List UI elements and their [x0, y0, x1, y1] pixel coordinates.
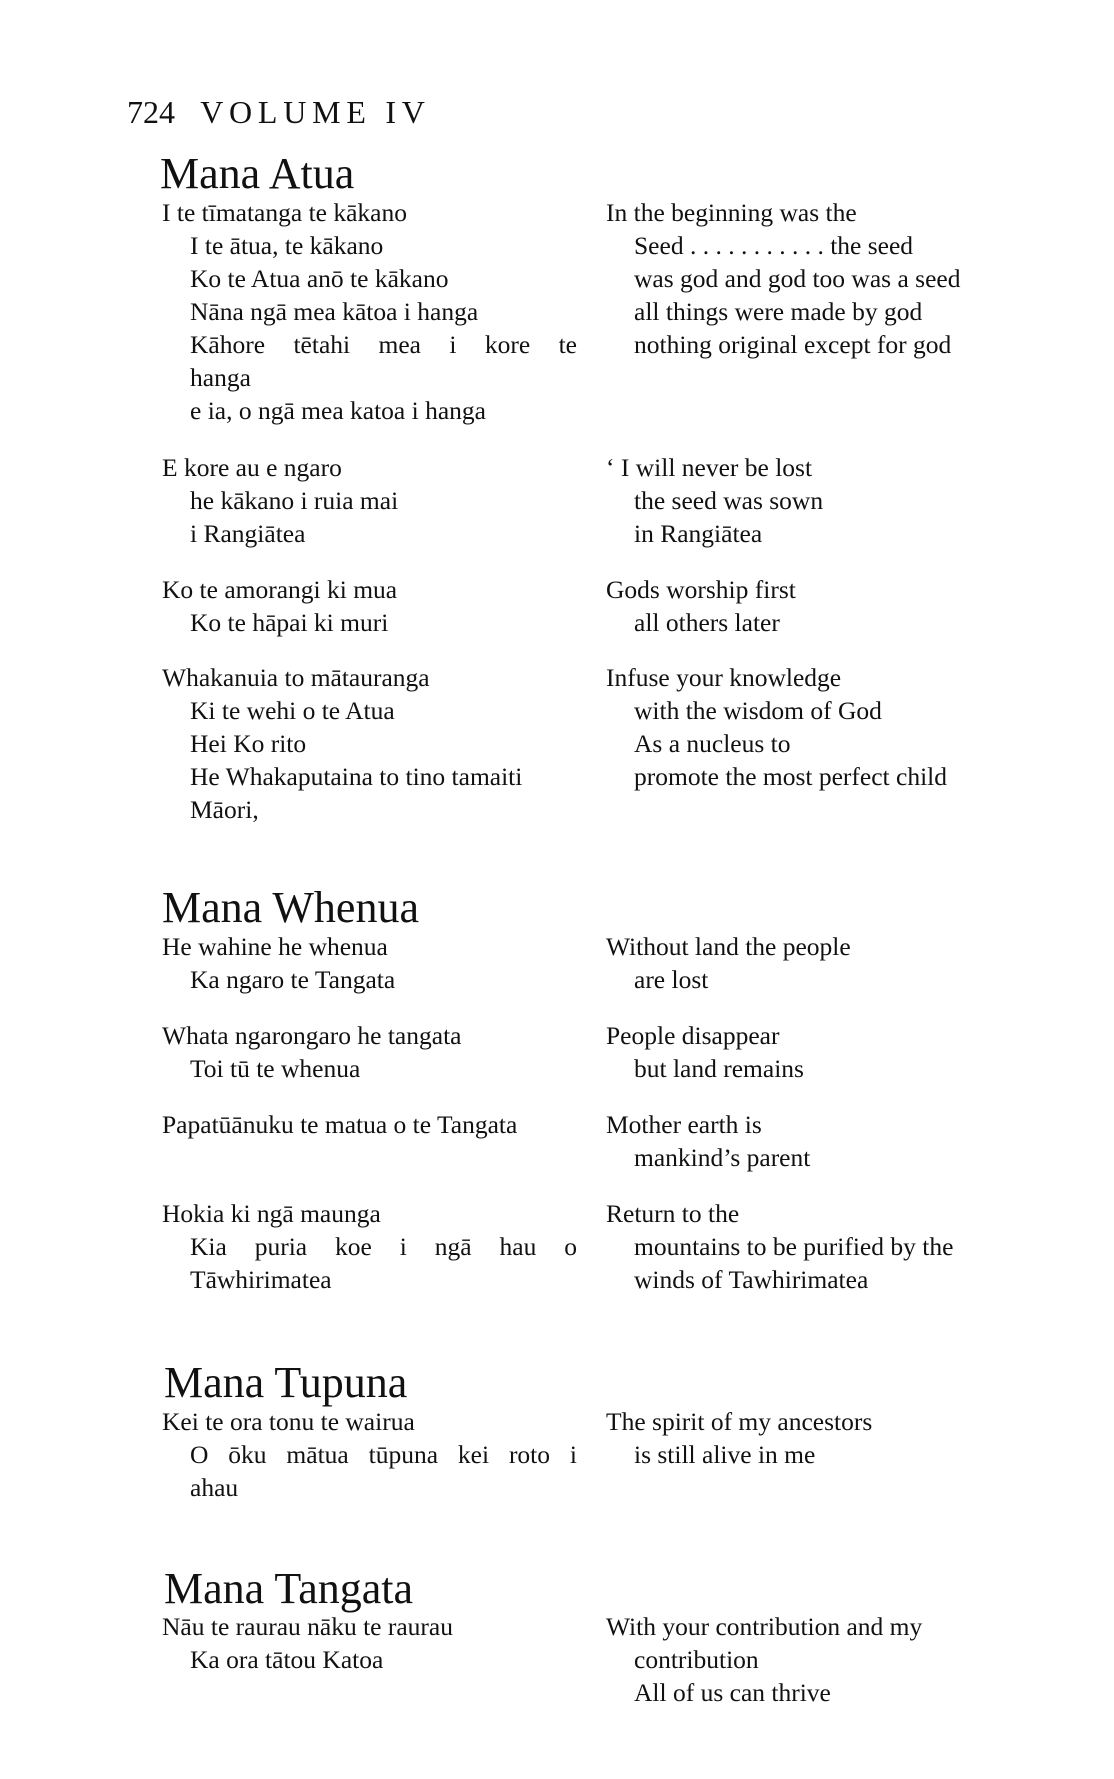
verse-line: all things were made by god: [634, 297, 923, 326]
section-title-mana-tangata: Mana Tangata: [164, 1564, 414, 1613]
verse-line: With your contribution and my: [606, 1612, 923, 1641]
stanza-maori: [162, 1197, 577, 1296]
verse-line: He Whakaputaina to tino tamaiti: [190, 762, 523, 791]
verse-line: Ka ngaro te Tangata: [190, 965, 396, 994]
verse-line: Ko te amorangi ki mua: [162, 575, 398, 604]
stanza-english: [606, 573, 1026, 639]
stanza-maori: [162, 451, 577, 550]
stanza-english: [606, 661, 1026, 793]
verse-line: Infuse your knowledge: [606, 663, 842, 692]
verse-line: he kākano i ruia mai: [190, 486, 399, 515]
verse-line: Gods worship first: [606, 575, 796, 604]
verse-line: Ki te wehi o te Atua: [190, 696, 395, 725]
verse-line: O ōku mātua tūpuna kei roto i: [190, 1440, 577, 1469]
verse-line: I te ātua, te kākano: [190, 231, 384, 260]
verse-line: mankind’s parent: [634, 1143, 811, 1172]
verse-line: Ka ora tātou Katoa: [190, 1645, 384, 1674]
verse-line: Hei Ko rito: [190, 729, 307, 758]
verse-line: As a nucleus to: [634, 729, 791, 758]
section-title-mana-tupuna: Mana Tupuna: [164, 1358, 408, 1407]
stanza-english: [606, 451, 1026, 550]
verse-line: All of us can thrive: [634, 1678, 831, 1707]
verse-line: contribution: [634, 1645, 759, 1674]
page-number: 724: [127, 94, 175, 130]
verse-line: ‘ I will never be lost: [606, 453, 813, 482]
volume-label: VOLUME IV: [200, 94, 431, 130]
stanza-english: [606, 1197, 1026, 1296]
verse-line: ahau: [190, 1473, 239, 1502]
verse-line: Whata ngarongaro he tangata: [162, 1021, 462, 1050]
running-head: [127, 94, 431, 131]
stanza-english: [606, 196, 1026, 361]
verse-line: but land remains: [634, 1054, 804, 1083]
verse-line: is still alive in me: [634, 1440, 816, 1469]
verse-line: Whakanuia to mātauranga: [162, 663, 430, 692]
verse-line: i Rangiātea: [190, 519, 306, 548]
verse-line: promote the most perfect child: [634, 762, 947, 791]
stanza-maori: [162, 930, 577, 996]
stanza-maori: [162, 661, 577, 826]
verse-line: Māori,: [190, 795, 259, 824]
verse-line: Hokia ki ngā maunga: [162, 1199, 381, 1228]
verse-line: He wahine he whenua: [162, 932, 388, 961]
verse-line: Ko te Atua anō te kākano: [190, 264, 449, 293]
verse-line: In the beginning was the: [606, 198, 857, 227]
verse-line: The spirit of my ancestors: [606, 1407, 873, 1436]
stanza-english: [606, 1405, 1026, 1471]
verse-line: Kia puria koe i ngā hau o: [190, 1232, 577, 1261]
stanza-english: [606, 1108, 1026, 1174]
section-title-mana-whenua: Mana Whenua: [162, 883, 419, 932]
verse-line: Tāwhirimatea: [190, 1265, 332, 1294]
verse-line: with the wisdom of God: [634, 696, 882, 725]
verse-line: Papatūānuku te matua o te Tangata: [162, 1110, 518, 1139]
verse-line: Kei te ora tonu te wairua: [162, 1407, 415, 1436]
verse-line: hanga: [190, 363, 251, 392]
verse-line: winds of Tawhirimatea: [634, 1265, 869, 1294]
verse-line: was god and god too was a seed: [634, 264, 961, 293]
verse-line: Toi tū te whenua: [190, 1054, 361, 1083]
verse-line: Nāna ngā mea kātoa i hanga: [190, 297, 479, 326]
section-title-mana-atua: Mana Atua: [160, 149, 355, 198]
verse-line: in Rangiātea: [634, 519, 763, 548]
stanza-maori: [162, 1019, 577, 1085]
verse-line: e ia, o ngā mea katoa i hanga: [190, 396, 486, 425]
stanza-maori: [162, 1108, 577, 1141]
verse-line: nothing original except for god: [634, 330, 952, 359]
verse-line: Mother earth is: [606, 1110, 762, 1139]
stanza-english: [606, 1019, 1026, 1085]
verse-line: Nāu te raurau nāku te raurau: [162, 1612, 453, 1641]
stanza-maori: [162, 1405, 577, 1504]
stanza-maori: [162, 573, 577, 639]
verse-line: Return to the: [606, 1199, 740, 1228]
verse-line: Without land the people: [606, 932, 851, 961]
verse-line: Seed . . . . . . . . . . . the seed: [634, 231, 914, 260]
verse-line: Kāhore tētahi mea i kore te: [190, 330, 577, 359]
verse-line: I te tīmatanga te kākano: [162, 198, 407, 227]
verse-line: E kore au e ngaro: [162, 453, 342, 482]
stanza-english: [606, 1610, 1026, 1709]
verse-line: People disappear: [606, 1021, 780, 1050]
verse-line: all others later: [634, 608, 780, 637]
verse-line: mountains to be purified by the: [634, 1232, 954, 1261]
verse-line: Ko te hāpai ki muri: [190, 608, 389, 637]
stanza-maori: [162, 196, 577, 427]
stanza-maori: [162, 1610, 577, 1676]
stanza-english: [606, 930, 1026, 996]
verse-line: are lost: [634, 965, 709, 994]
verse-line: the seed was sown: [634, 486, 824, 515]
